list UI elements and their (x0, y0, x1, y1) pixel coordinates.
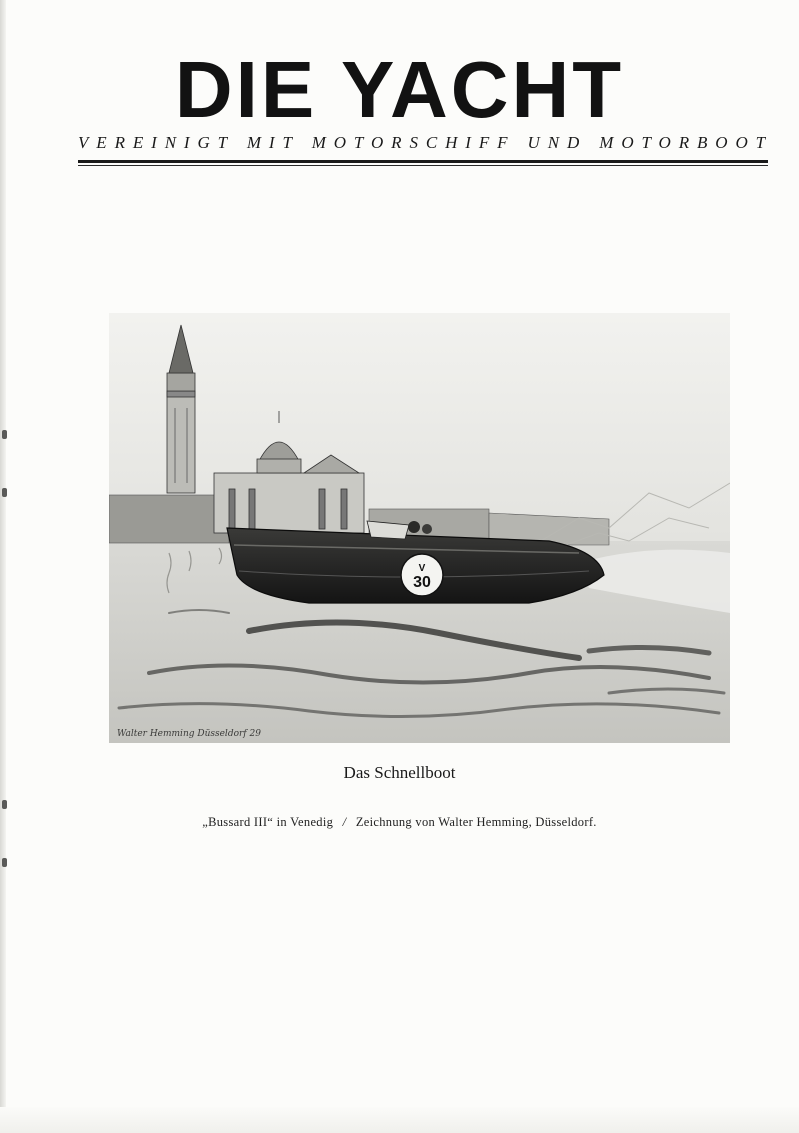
masthead-subtitle: VEREINIGT MIT MOTORSCHIFF UND MOTORBOOT (78, 133, 774, 152)
binding-staple-mark (2, 800, 7, 809)
caption-subject: „Bussard III“ in Venedig (202, 815, 334, 829)
binding-staple-mark (2, 488, 7, 497)
binding-staple-mark (2, 858, 7, 867)
masthead-rule-thick (78, 160, 768, 163)
speedboat-venice-illustration (109, 313, 730, 743)
binding-staple-mark (2, 430, 7, 439)
masthead-rule-thin (78, 165, 768, 166)
masthead-title: DIE YACHT (174, 45, 625, 134)
caption-artist-credit: Zeichnung von Walter Hemming, Düsseldorf. (355, 815, 597, 829)
caption-separator: / (342, 815, 347, 829)
caption-title: Das Schnellboot (343, 763, 456, 782)
caption-credit (0, 813, 799, 831)
artist-signature: Walter Hemming Düsseldorf 29 (117, 729, 261, 739)
boat-number-letter: V (418, 563, 426, 574)
page-left-edge (0, 0, 6, 1133)
boat-number-roundel (401, 554, 443, 596)
page-bottom-edge (0, 1107, 799, 1133)
boat-number: 30 (413, 574, 431, 591)
